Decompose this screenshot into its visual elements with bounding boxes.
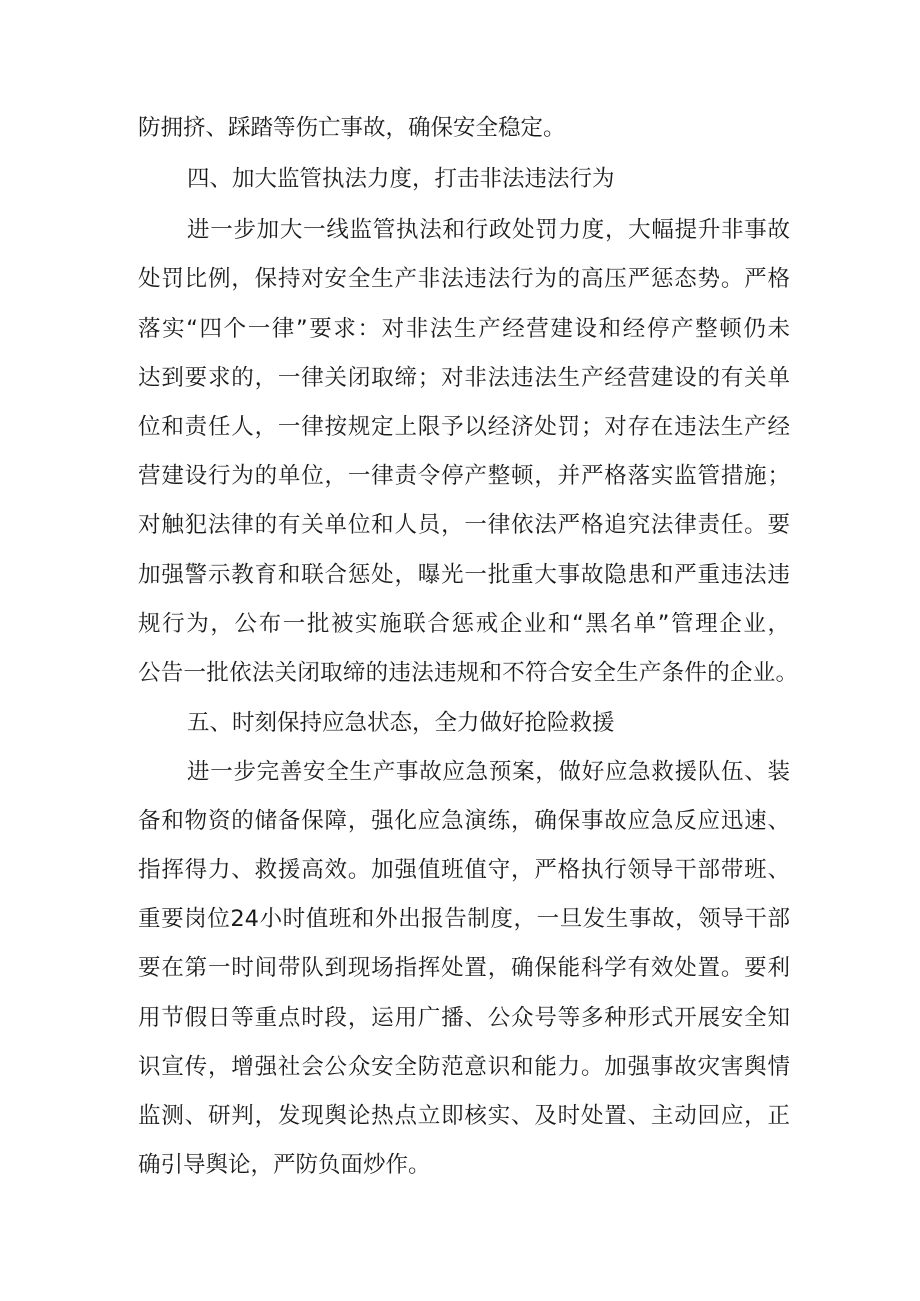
paragraph-line-20: 识宣传，增强社会公众安全防范意识和能力。加强事故灾害舆情 — [138, 1054, 790, 1080]
paragraph-line-8: 营建设行为的单位，一律责令停产整顿，并严格落实监管措施； — [138, 463, 790, 489]
paragraph-line-3: 进一步加大一线监管执法和行政处罚力度，大幅提升非事故 — [187, 217, 790, 243]
section-heading-4: 四、加大监管执法力度，打击非法违法行为 — [187, 166, 615, 192]
paragraph-line-1: 防拥挤、踩踏等伤亡事故，确保安全稳定。 — [138, 115, 566, 141]
paragraph-line-4: 处罚比例，保持对安全生产非法违法行为的高压严惩态势。严格 — [138, 266, 790, 292]
paragraph-line-16: 指挥得力、救援高效。加强值班值守，严格执行领导干部带班、 — [138, 857, 790, 883]
paragraph-line-9: 对触犯法律的有关单位和人员，一律依法严格追究法律责任。要 — [138, 512, 790, 538]
paragraph-line-18: 要在第一时间带队到现场指挥处置，确保能科学有效处置。要利 — [138, 955, 790, 981]
paragraph-line-11: 规行为，公布一批被实施联合惩戒企业和“黑名单”管理企业， — [138, 611, 790, 637]
paragraph-line-6: 达到要求的，一律关闭取缔；对非法违法生产经营建设的有关单 — [138, 365, 790, 391]
paragraph-line-7: 位和责任人，一律按规定上限予以经济处罚；对存在违法生产经 — [138, 414, 790, 440]
paragraph-line-5: 落实“四个一律”要求：对非法生产经营建设和经停产整顿仍未 — [138, 316, 790, 342]
paragraph-line-14: 进一步完善安全生产事故应急预案，做好应急救援队伍、装 — [187, 759, 790, 785]
section-heading-5: 五、时刻保持应急状态，全力做好抢险救援 — [187, 710, 615, 736]
paragraph-line-22: 确引导舆论，严防负面炒作。 — [138, 1152, 431, 1178]
paragraph-line-15: 备和物资的储备保障，强化应急演练，确保事故应急反应迅速、 — [138, 808, 790, 834]
paragraph-line-12: 公告一批依法关闭取缔的违法违规和不符合安全生产条件的企业。 — [138, 660, 798, 686]
paragraph-line-19: 用节假日等重点时段，运用广播、公众号等多种形式开展安全知 — [138, 1005, 790, 1031]
paragraph-line-17: 重要岗位24小时值班和外出报告制度，一旦发生事故，领导干部 — [138, 906, 790, 932]
paragraph-line-10: 加强警示教育和联合惩处，曝光一批重大事故隐患和严重违法违 — [138, 562, 790, 588]
paragraph-line-21: 监测、研判，发现舆论热点立即核实、及时处置、主动回应，正 — [138, 1103, 790, 1129]
